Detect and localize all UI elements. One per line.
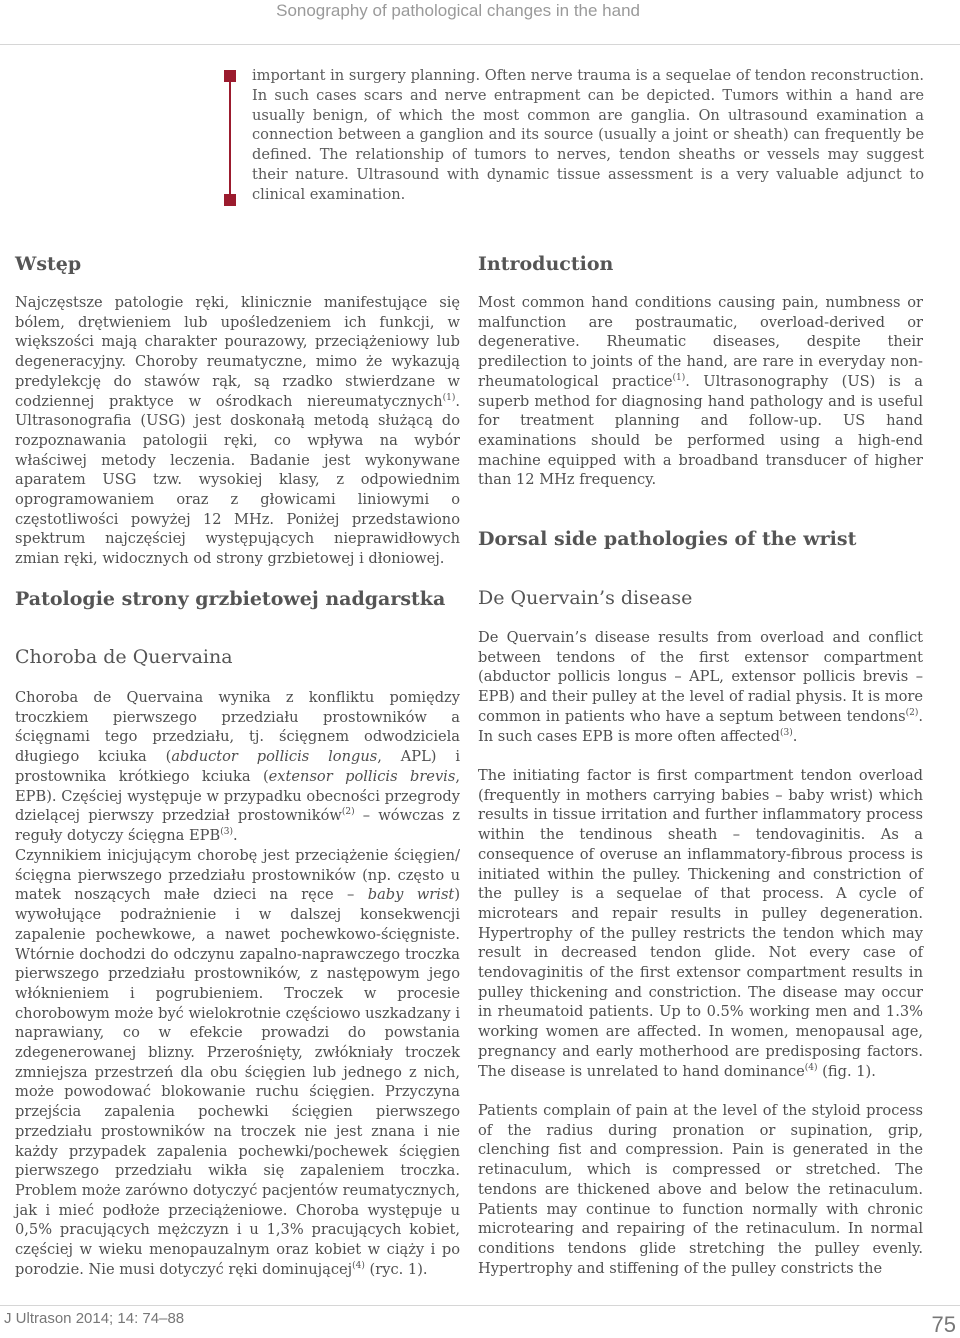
intro-heading: Introduction <box>478 253 614 275</box>
dq-heading-pl: Choroba de Quervaina <box>15 646 233 668</box>
dq-paragraph-3-en: Patients complain of pain at the level of the styloid process of the radius during pronation or supination, grip, clenching fist and compression. Pain is generated in the retinaculum, which is compressed or stretched. The tendons are thickened above and below the retinaculum. Patients may continue to function normally with chronic microtearing and repairing of the retinaculum. In normal conditions tendons glide stretching the pulley evenly. Hypertrophy and stiffening of the pulley constricts the <box>478 1102 923 1277</box>
wstep-paragraph: Najczęstsze patologie ręki, klinicznie manifestujące się bólem, drętwieniem lub upośledzeniem ich funkcji, w większości mają charakter pourazowy, przeciążeniowy lub degeneracyjny. Choroby reumatyczne, mimo że wykazują predylekcję do stawów rąk, są rzadko stwierdzane w codziennej praktyce w ośrodkach niereumatycznych$^{(1)}$. Ultrasonografia (USG) jest doskonałą metodą służącą do rozpoznawania patologii ręki, co wpływa na wybór właściwej metody leczenia. Badanie jest wykonywane aparatem USG tzw. wysokiej klasy, z odpowiednim oprogramowaniem oraz z głowicami liniowymi o częstotliwości powyżej 12 MHz. Poniżej przedstawiono spektrum najczęściej występujących nieprawidłowych zmian ręki, widocznych od strony grzbietowej i dłoniowej. <box>15 294 460 568</box>
dq-paragraph-2-pl: Czynnikiem inicjującym chorobę jest przeciążenie ścięgien/ścięgna pierwszego przedziału prostowników (np. często u matek noszących małe dzieci na ręce – baby wrist) wywołujące podrażnienie i w dalszej konsekwencji zapalenie pochewkowe, a nawet pochewkowo-ścięgniste. Wtórnie dochodzi do odczynu zapalno-naprawczego troczka pierwszego przedziału prostowników, z następowym jego włóknieniem i pogrubieniem. Troczek w procesie chorobowym może być wielokrotnie częściowo uszkadzany i naprawiany, co w efekcie prowadzi do powstania zdegenerowanej blizny. Przerośnięty, zwłókniały troczek zmniejsza przestrzeń dla obu ścięgien lub jednego z nich, może powodować blokowanie ruchu ścięgien. Przyczyna przejścia zapalenia pochewki ścięgien pierwszego przedziału prostowników na troczek nie jest znana i nie każdy przypadek zapalenia pochewki/pochewek ścięgien pierwszego przedziału wikła się zapaleniem troczka. Problem może zarówno dotyczyć pacjentów reumatycznych, jak i mieć podłoże przeciążeniowe. Choroba występuje u 0,5% pracujących mężczyzn i u 1,3% pracujących kobiet, częściej w wieku menopauzalnym oraz kobiet w ciąży i po porodzie. Nie musi dotyczyć ręki dominującej$^{(4)}$ (ryc. 1). <box>15 847 461 1278</box>
dq-paragraph-2-en: The initiating factor is first compartment tendon overload (frequently in mothers carrying babies – baby wrist) which results in tissue irritation and further inflammatory process within the tendinous sheath – tendovaginitis. As a consequence of overuse an inflammatory-fibrous process is initiated within the pulley. Thickening and constriction of the pulley is a sequelae of that process. A cycle of microtears and repair results in pulley degeneration. Hypertrophy of the pulley restricts the tendon which may result in decreased tendon glide. Not every case of tendovaginitis of the first extensor compartment results in pulley thickening and constriction. The disease may occur in rheumatoid patients. Up to 0.5% working men and 1.3% working women are affected. In women, menopausal age, pregnancy and early motherhood are predisposing factors. The disease is unrelated to hand dominance$^{(4)}$ (fig. 1). <box>478 767 923 1080</box>
running-title: Sonography of pathological changes in the hand <box>276 1 640 20</box>
intro-paragraph: Most common hand conditions causing pain, numbness or malfunction are postraumatic, overload-derived or degenerative. Rheumatic diseases, despite their predilection to joints of the hand, are rare in everyday non-rheumatological practice$^{(1)}$. Ultrasonography (US) is a superb method for diagnosing hand pathology and is useful for treatment planning and follow-up. US hand examinations should be performed using a high-end machine equipped with a broadband transducer of higher than 12 MHz frequency. <box>478 294 923 489</box>
dq-paragraph-1-pl: Choroba de Quervaina wynika z konfliktu pomiędzy troczkiem pierwszego przedziału prostowników a ścięgnami tego przedziału, tj. ścięgnem odwodziciela długiego kciuka (abductor pollicis longus, APL) i prostownika krótkiego kciuka (extensor pollicis brevis, EPB). Częściej występuje w przypadku obecności przegrody dzielącej pierwszy przedział prostowników$^{(2)}$ – wówczas z reguły dotyczy ścięgna EPB$^{(3)}$. <box>15 689 460 844</box>
abstract-marker <box>224 70 238 206</box>
wstep-heading: Wstęp <box>15 253 82 275</box>
marker-line <box>229 82 231 194</box>
dorsal-heading-pl: Patologie strony grzbietowej nadgarstka <box>15 588 446 610</box>
dq-heading-en: De Quervain’s disease <box>478 587 693 609</box>
marker-square-bottom <box>224 194 236 206</box>
running-header <box>0 0 960 45</box>
dorsal-heading-en: Dorsal side pathologies of the wrist <box>478 528 857 550</box>
marker-square-top <box>224 70 236 82</box>
journal-citation: J Ultrason 2014; 14: 74–88 <box>4 1310 185 1327</box>
abstract-text: important in surgery planning. Often nerve trauma is a sequelae of tendon reconstruction. In such cases scars and nerve entrapment can be depicted. Tumors within a hand are usually benign, of which the most common are ganglia. On ultrasound examination a connection between a ganglion and its source (usually a joint or sheath) can frequently be defined. The relationship of tumors to nerves, tendon sheaths or vessels may suggest their nature. Ultrasound with dynamic tissue assessment is a very valuable adjunct to clinical examination. <box>252 67 924 203</box>
page-number: 75 <box>931 1312 956 1337</box>
dq-paragraph-1-en: De Quervain’s disease results from overload and conflict between tendons of the first extensor compartment (abductor pollicis longus – APL, extensor pollicis brevis – EPB) and their pulley at the level of radial physis. It is more common in patients who have a septum between tendons$^{(2)}$. In such cases EPB is more often affected$^{(3)}$. <box>478 629 923 745</box>
footer-rule <box>0 1305 960 1306</box>
